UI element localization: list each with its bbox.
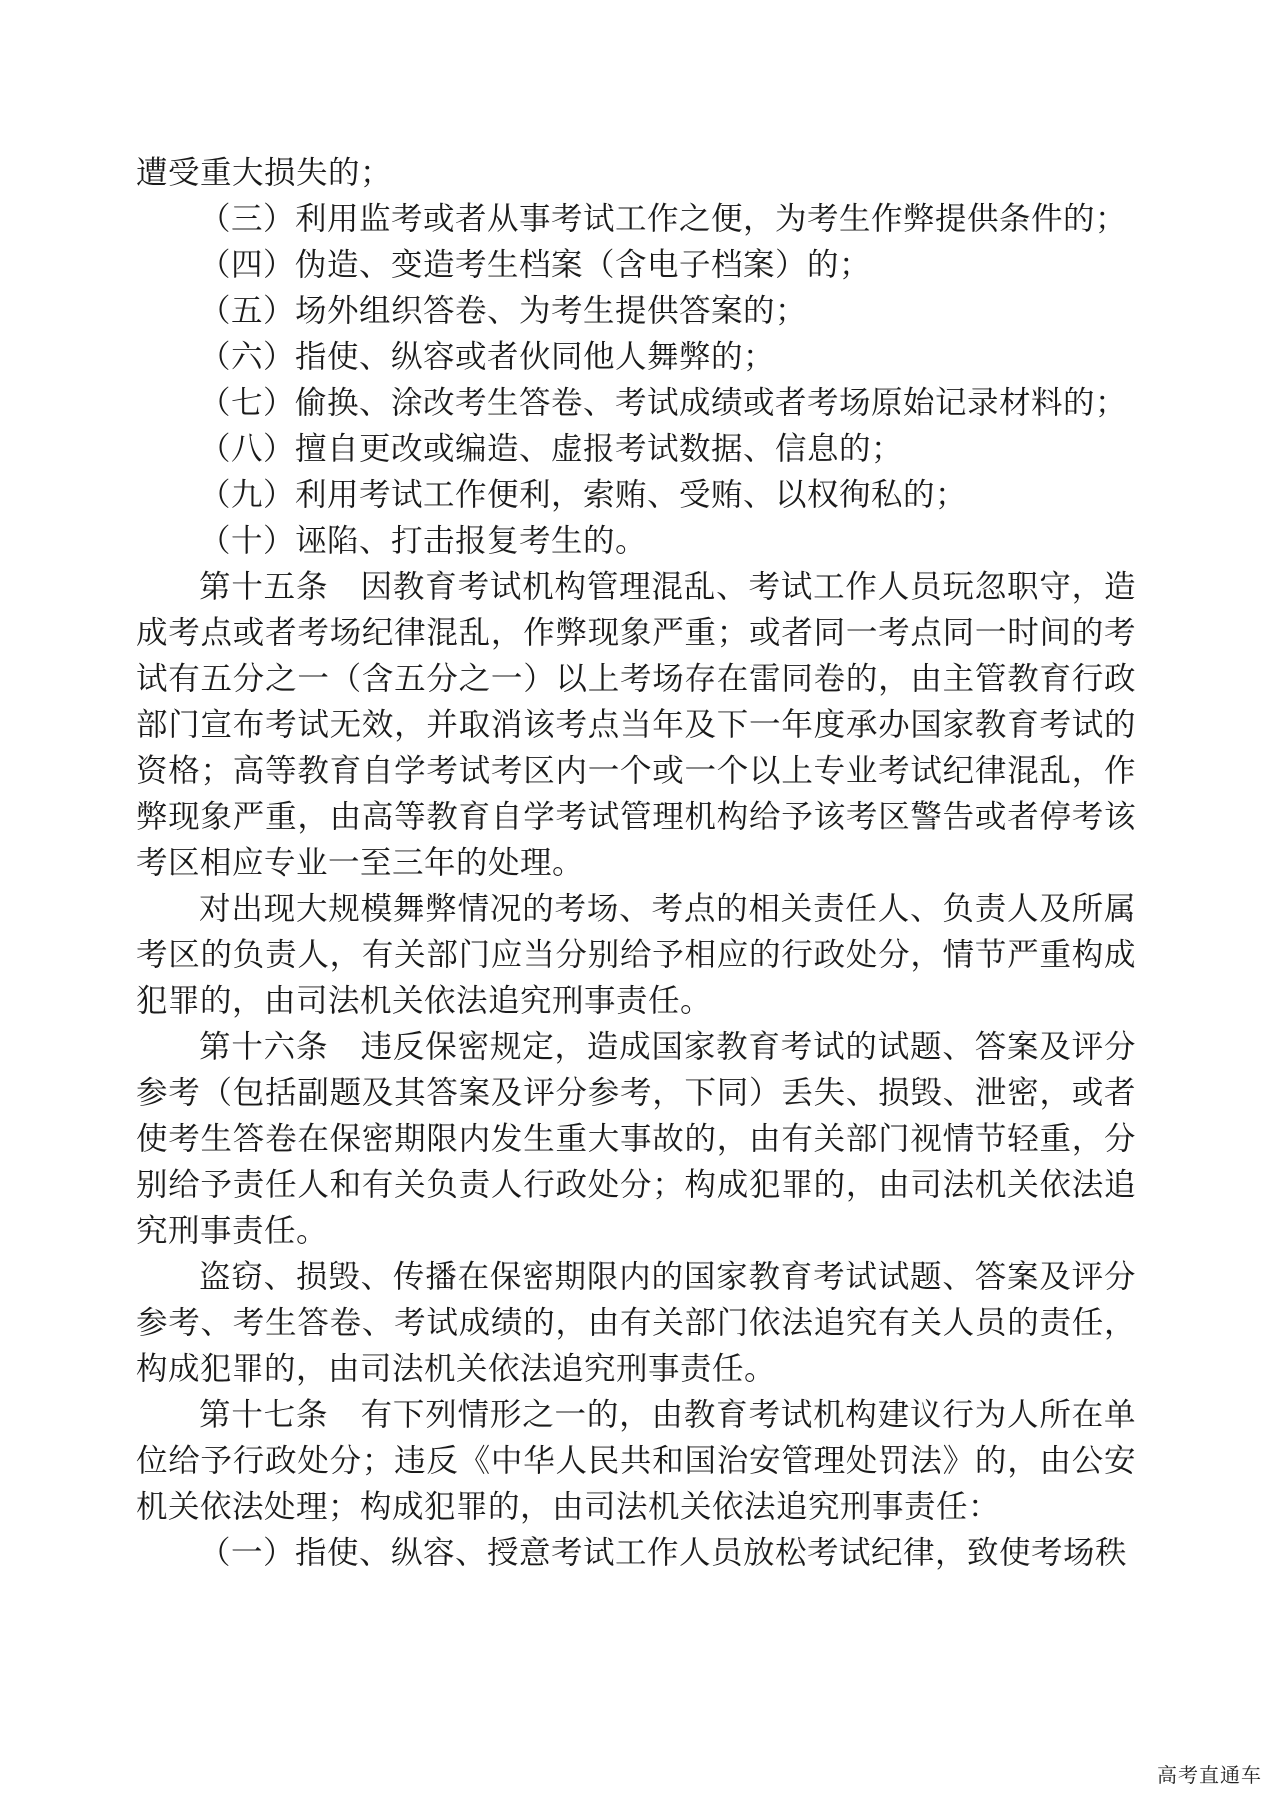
article-15: 第十五条 因教育考试机构管理混乱、考试工作人员玩忽职守，造成考点或者考场纪律混乱，作弊现象严重；或者同一考点同一时间的考试有五分之一（含五分之一）以上考场存在雷同卷的，由主管教育行政部门宣布考试无效，并取消该考点当年及下一年度承办国家教育考试的资格；高等教育自学考试考区内一个或一个以上专业考试纪律混乱，作弊现象严重，由高等教育自学考试管理机构给予该考区警告或者停考该考区相应专业一至三年的处理。 [136,569,1136,881]
paragraph-item-8: （八）擅自更改或编造、虚报考试数据、信息的； [199,431,904,467]
paragraph-item-4: （四）伪造、变造考生档案（含电子档案）的； [199,247,872,283]
article-16-clause-2: 盗窃、损毁、传播在保密期限内的国家教育考试试题、答案及评分参考、考生答卷、考试成绩的，由有关部门依法追究有关人员的责任，构成犯罪的，由司法机关依法追究刑事责任。 [136,1259,1136,1387]
watermark-text: 高考直通车 [1157,1763,1262,1787]
paragraph-item-3: （三）利用监考或者从事考试工作之便，为考生作弊提供条件的； [199,201,1128,237]
paragraph-item-9: （九）利用考试工作便利，索贿、受贿、以权徇私的； [199,477,968,513]
article-17: 第十七条 有下列情形之一的，由教育考试机构建议行为人所在单位给予行政处分；违反《中华人民共和国治安管理处罚法》的，由公安机关依法处理；构成犯罪的，由司法机关依法追究刑事责任： [136,1397,1136,1525]
article-16: 第十六条 违反保密规定，造成国家教育考试的试题、答案及评分参考（包括副题及其答案及评分参考，下同）丢失、损毁、泄密，或者使考生答卷在保密期限内发生重大事故的，由有关部门视情节轻重，分别给予责任人和有关负责人行政处分；构成犯罪的，由司法机关依法追究刑事责任。 [136,1029,1136,1249]
paragraph-1: 遭受重大损失的； [136,155,393,191]
paragraph-item-7: （七）偷换、涂改考生答卷、考试成绩或者考场原始记录材料的； [199,385,1128,421]
article-15-clause-2: 对出现大规模舞弊情况的考场、考点的相关责任人、负责人及所属考区的负责人，有关部门应当分别给予相应的行政处分，情节严重构成犯罪的，由司法机关依法追究刑事责任。 [136,891,1136,1019]
article-17-item-1: （一）指使、纵容、授意考试工作人员放松考试纪律，致使考场秩 [199,1535,1128,1571]
paragraph-item-6: （六）指使、纵容或者伙同他人舞弊的； [199,339,776,375]
paragraph-item-5: （五）场外组织答卷、为考生提供答案的； [199,293,808,329]
paragraph-item-10: （十）诬陷、打击报复考生的。 [199,523,648,559]
document-page [136,150,1136,1576]
